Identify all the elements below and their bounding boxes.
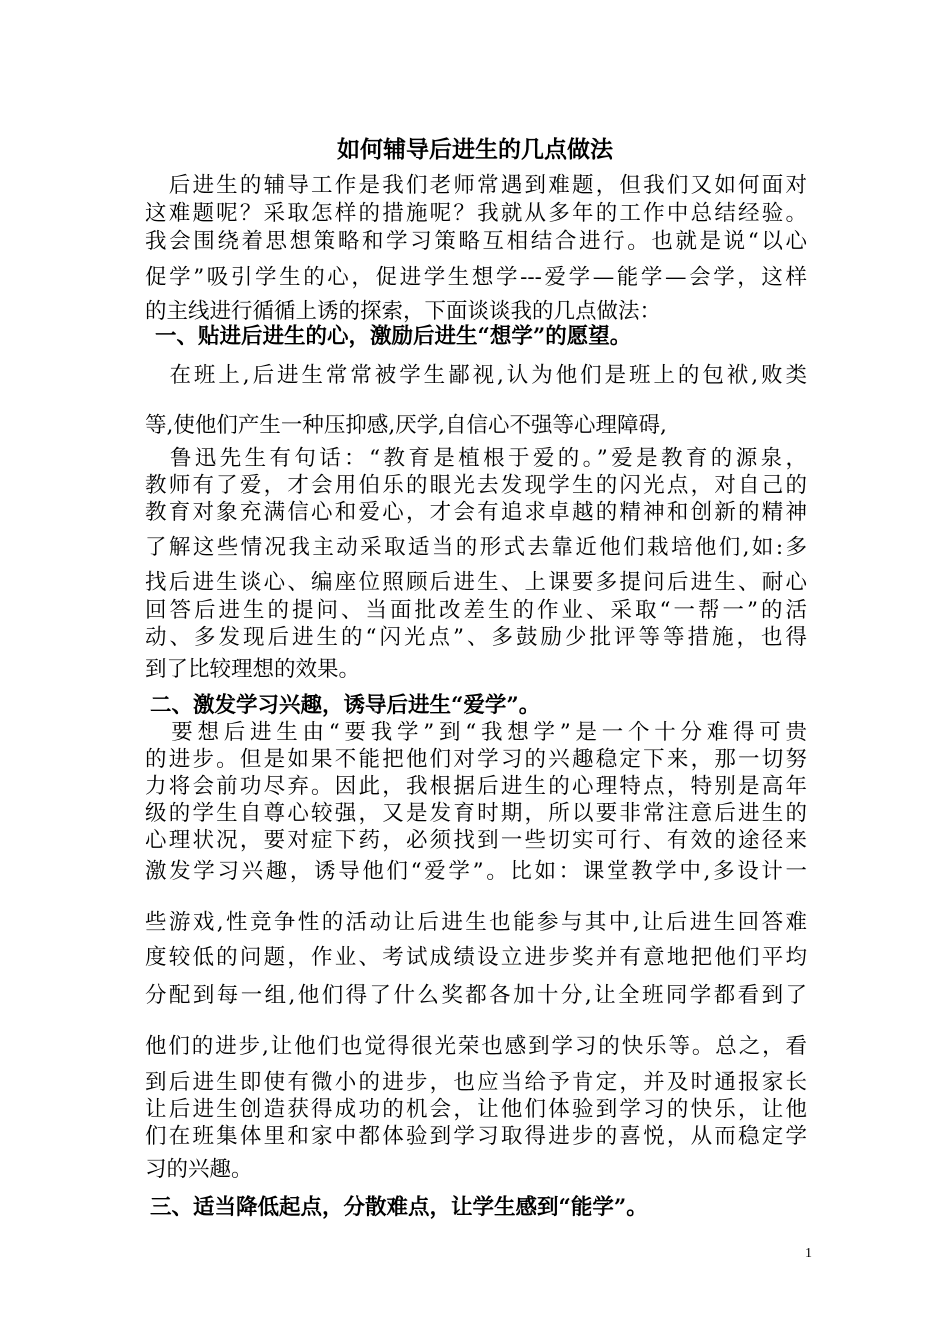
body-line: 让后进生创造获得成功的机会，让他们体验到学习的快乐，让他 [145, 1097, 807, 1122]
body-line: 的主线进行循循上诱的探索，下面谈谈我的几点做法： [145, 299, 662, 324]
body-line: 习的兴趣。 [145, 1157, 253, 1182]
body-line: 在班上,后进生常常被学生鄙视,认为他们是班上的包袱,败类 [145, 363, 807, 388]
body-line: 们在班集体里和家中都体验到学习取得进步的喜悦，从而稳定学 [145, 1124, 807, 1149]
body-line: 度较低的问题，作业、考试成绩设立进步奖并有意地把他们平均 [145, 945, 807, 970]
body-line: 后进生的辅导工作是我们老师常遇到难题，但我们又如何面对 [145, 173, 807, 198]
body-line: 了解这些情况我主动采取适当的形式去靠近他们栽培他们,如:多 [145, 535, 807, 560]
page-number: 1 [805, 1246, 812, 1261]
section-heading-3: 三、适当降低起点，分散难点，让学生感到“能学”。 [150, 1195, 648, 1220]
body-line: 动、多发现后进生的“闪光点”、多鼓励少批评等等措施，也得 [145, 625, 807, 650]
body-line: 鲁迅先生有句话：“教育是植根于爱的。”爱是教育的源泉， [145, 446, 807, 471]
body-line: 心理状况，要对症下药，必须找到一些切实可行、有效的途径来 [145, 828, 807, 853]
body-line: 分配到每一组,他们得了什么奖都各加十分,让全班同学都看到了 [145, 983, 807, 1008]
body-line: 激发学习兴趣，诱导他们“爱学”。比如：课堂教学中,多设计一 [145, 859, 807, 884]
body-line: 到后进生即使有微小的进步，也应当给予肯定，并及时通报家长 [145, 1070, 807, 1095]
body-line: 的进步。但是如果不能把他们对学习的兴趣稳定下来，那一切努 [145, 747, 807, 772]
body-line: 些游戏,性竞争性的活动让后进生也能参与其中,让后进生回答难 [145, 910, 807, 935]
body-line: 级的学生自尊心较强，又是发育时期，所以要非常注意后进生的 [145, 801, 807, 826]
body-line: 他们的进步,让他们也觉得很光荣也感到学习的快乐等。总之，看 [145, 1034, 807, 1059]
body-line: 等,使他们产生一种压抑感,厌学,自信心不强等心理障碍, [145, 413, 667, 438]
body-line: 要想后进生由“要我学”到“我想学”是一个十分难得可贵 [145, 720, 807, 745]
body-line: 我会围绕着思想策略和学习策略互相结合进行。也就是说“以心 [145, 229, 807, 254]
body-line: 教师有了爱，才会用伯乐的眼光去发现学生的闪光点，对自己的 [145, 473, 807, 498]
body-line: 促学”吸引学生的心，促进学生想学---爱学—能学—会学，这样 [145, 265, 807, 290]
section-heading-1: 一、贴进后进生的心，激励后进生“想学”的愿望。 [155, 324, 632, 349]
body-line: 回答后进生的提问、当面批改差生的作业、采取“一帮一”的活 [145, 598, 807, 623]
document-title: 如何辅导后进生的几点做法 [337, 136, 613, 163]
body-line: 到了比较理想的效果。 [145, 657, 361, 682]
section-heading-2: 二、激发学习兴趣，诱导后进生“爱学”。 [150, 693, 541, 718]
body-line: 教育对象充满信心和爱心，才会有追求卓越的精神和创新的精神 [145, 500, 807, 525]
body-line: 找后进生谈心、编座位照顾后进生、上课要多提问后进生、耐心 [145, 570, 807, 595]
body-line: 力将会前功尽弃。因此，我根据后进生的心理特点，特别是高年 [145, 774, 807, 799]
body-line: 这难题呢？采取怎样的措施呢？我就从多年的工作中总结经验。 [145, 201, 807, 226]
